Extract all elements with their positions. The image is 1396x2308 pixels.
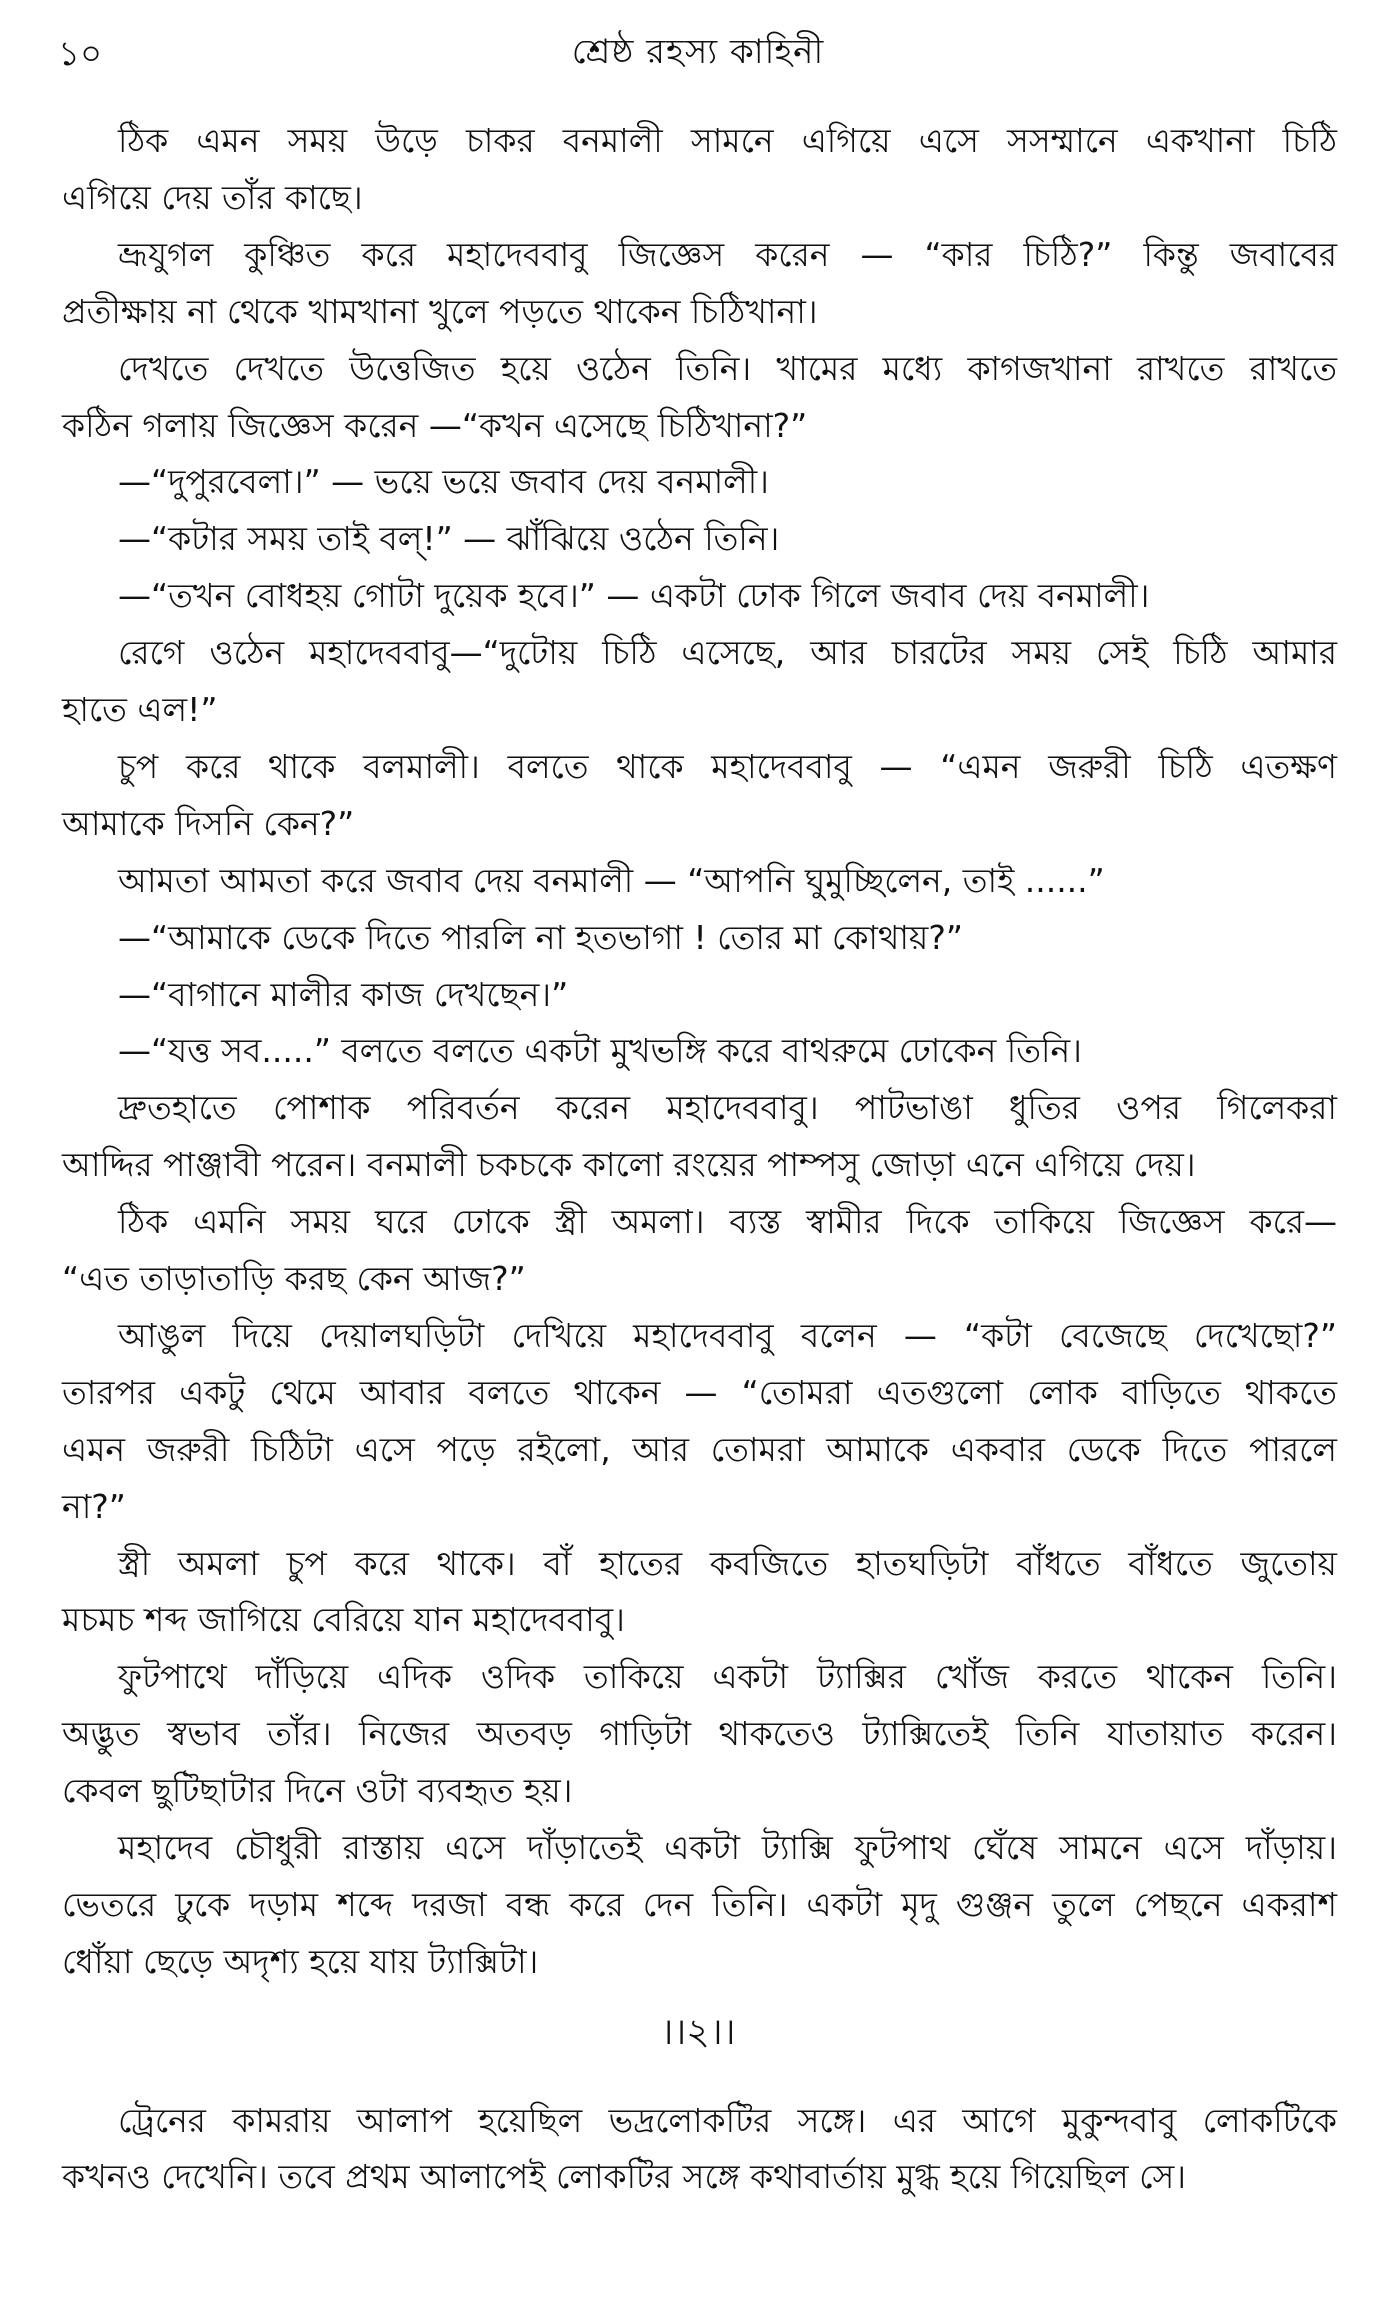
section-marker: ।।২।। — [660, 2012, 736, 2053]
text-line: তারপর একটু থেমে আবার বলতে থাকেন — “তোমরা এতগুলো লোক বাড়িতে থাকতে — [62, 1372, 1337, 1412]
text-line: “এত তাড়াতাড়ি করছ কেন আজ?” — [62, 1259, 526, 1298]
page-number: ১০ — [58, 34, 103, 74]
text-line: মচমচ শব্দ জাগিয়ে বেরিয়ে যান মহাদেববাবু। — [62, 1600, 625, 1640]
text-line: কখনও দেখেনি। তবে প্রথম আলাপেই লোকটির সঙ্গে কথাবার্তায় মুগ্ধ হয়ে গিয়েছিল সে। — [62, 2157, 1187, 2196]
text-line: মহাদেব চৌধুরী রাস্তায় এসে দাঁড়াতেই একটা ট্যাক্সি ফুটপাথ ঘেঁষে সামনে এসে দাঁড়ায়। — [118, 1828, 1337, 1867]
text-line: ধোঁয়া ছেড়ে অদৃশ্য হয়ে যায় ট্যাক্সিটা। — [62, 1941, 539, 1981]
text-line: —“বাগানে মালীর কাজ দেখছেন।” — [118, 974, 569, 1014]
text-line: —“দুপুরবেলা।” — ভয়ে ভয়ে জবাব দেয় বনমালী। — [118, 462, 769, 502]
text-line: —“আমাকে ডেকে দিতে পারলি না হতভাগা ! তোর মা কোথায়?” — [118, 917, 963, 957]
text-line: হাতে এল!” — [62, 690, 218, 729]
text-line: ভ্রূযুগল কুঞ্চিত করে মহাদেববাবু জিজ্ঞেস করেন — “কার চিঠি?” কিন্তু জবাবের — [118, 234, 1337, 274]
text-line: কেবল ছুটিছাটার দিনে ওটা ব্যবহৃত হয়। — [62, 1771, 573, 1811]
text-line: স্ত্রী অমলা চুপ করে থাকে। বাঁ হাতের কবজিতে হাতঘড়িটা বাঁধতে বাঁধতে জুতোয় — [118, 1543, 1337, 1583]
text-line: ট্রেনের কামরায় আলাপ হয়েছিল ভদ্রলোকটির সঙ্গে। এর আগে মুকুন্দবাবু লোকটিকে — [118, 2101, 1337, 2140]
text-line: আদ্দির পাঞ্জাবী পরেন। বনমালী চকচকে কালো রংয়ের পাম্পসু জোড়া এনে এগিয়ে দেয়। — [62, 1145, 1196, 1185]
text-line: এমন জরুরী চিঠিটা এসে পড়ে রইলো, আর তোমরা আমাকে একবার ডেকে দিতে পারলে — [62, 1429, 1337, 1469]
page-header — [0, 22, 1396, 82]
text-line: কঠিন গলায় জিজ্ঞেস করেন —“কখন এসেছে চিঠিখানা?” — [62, 405, 808, 445]
text-line: না?” — [62, 1486, 126, 1526]
text-line: ঠিক এমনি সময় ঘরে ঢোকে স্ত্রী অমলা। ব্যস্ত স্বামীর দিকে তাকিয়ে জিজ্ঞেস করে— — [118, 1202, 1337, 1242]
text-line: অদ্ভুত স্বভাব তাঁর। নিজের অতবড় গাড়িটা থাকতেও ট্যাক্সিতেই তিনি যাতায়াত করেন। — [62, 1714, 1337, 1754]
text-line: ফুটপাথে দাঁড়িয়ে এদিক ওদিক তাকিয়ে একটা ট্যাক্সির খোঁজ করতে থাকেন তিনি। — [118, 1657, 1337, 1697]
text-line: দ্রুতহাতে পোশাক পরিবর্তন করেন মহাদেববাবু। পাটভাঙা ধুতির ওপর গিলেকরা — [118, 1088, 1337, 1128]
text-line: ভেতরে ঢুকে দড়াম শব্দে দরজা বন্ধ করে দেন তিনি। একটা মৃদু গুঞ্জন তুলে পেছনে একরাশ — [62, 1884, 1337, 1924]
text-line: আমতা আমতা করে জবাব দেয় বনমালী — “আপনি ঘুমুচ্ছিলেন, তাই ......” — [118, 860, 1105, 900]
text-line: প্রতীক্ষায় না থেকে খামখানা খুলে পড়তে থাকেন চিঠিখানা। — [62, 291, 818, 331]
text-line: চুপ করে থাকে বলমালী। বলতে থাকে মহাদেববাবু — “এমন জরুরী চিঠি এতক্ষণ — [118, 746, 1337, 786]
text-line: —“কটার সময় তাই বল্!” — ঝাঁঝিয়ে ওঠেন তিনি। — [118, 519, 780, 559]
running-title: শ্রেষ্ঠ রহস্য কাহিনী — [571, 32, 825, 72]
text-line: দেখতে দেখতে উত্তেজিত হয়ে ওঠেন তিনি। খামের মধ্যে কাগজখানা রাখতে রাখতে — [118, 348, 1337, 388]
text-line: আমাকে দিসনি কেন?” — [62, 803, 355, 843]
text-line: এগিয়ে দেয় তাঁর কাছে। — [62, 177, 363, 217]
text-line: ঠিক এমন সময় উড়ে চাকর বনমালী সামনে এগিয়ে এসে সসম্মানে একখানা চিঠি — [118, 121, 1337, 160]
text-line: আঙুল দিয়ে দেয়ালঘড়িটা দেখিয়ে মহাদেববাবু বলেন — “কটা বেজেছে দেখেছো?” — [118, 1315, 1337, 1355]
text-line: —“তখন বোধহয় গোটা দুয়েক হবে।” — একটা ঢোক গিলে জবাব দেয় বনমালী। — [118, 576, 1150, 616]
text-line: —“যত্ত সব.....” বলতে বলতে একটা মুখভঙ্গি করে বাথরুমে ঢোকেন তিনি। — [118, 1031, 1082, 1071]
text-line: রেগে ওঠেন মহাদেববাবু—“দুটোয় চিঠি এসেছে, আর চারটের সময় সেই চিঠি আমার — [118, 633, 1337, 673]
